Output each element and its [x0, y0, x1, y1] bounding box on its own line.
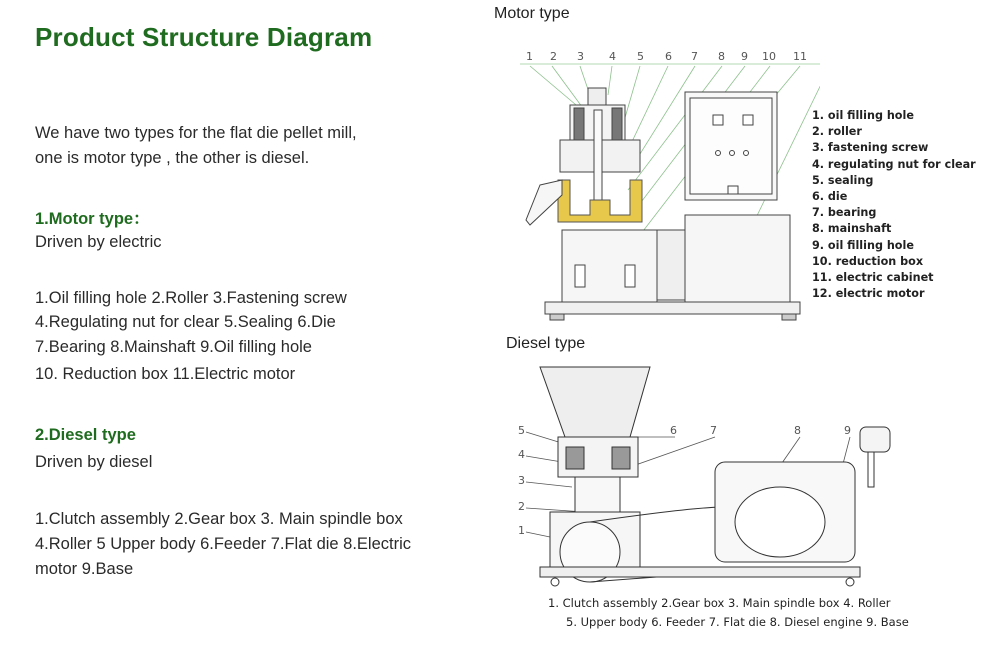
intro-line-1: We have two types for the flat die pellet mill, — [35, 124, 357, 142]
diesel-top-number: 8 — [794, 424, 801, 437]
diesel-top-number: 7 — [710, 424, 717, 437]
motor-diagram-caption: Motor type — [494, 5, 570, 22]
diesel-side-number: 4 — [518, 448, 525, 461]
diesel-legend-line-2: 5. Upper body 6. Feeder 7. Flat die 8. Diesel engine 9. Base — [566, 615, 909, 629]
motor-top-number: 5 — [637, 50, 644, 63]
motor-parts-line: 10. Reduction box 11.Electric motor — [35, 365, 296, 383]
diesel-side-number: 5 — [518, 424, 525, 437]
motor-top-number: 8 — [718, 50, 725, 63]
diesel-type-subtitle: Driven by diesel — [35, 453, 153, 471]
motor-type-heading: 1.Motor type： — [35, 210, 150, 228]
diesel-parts-line: 4.Roller 5 Upper body 6.Feeder 7.Flat die 8.Electric — [35, 535, 412, 553]
motor-top-number: 1 — [526, 50, 533, 63]
motor-top-number: 4 — [609, 50, 616, 63]
motor-legend-item: 5. sealing — [812, 173, 874, 187]
diesel-parts-line: motor 9.Base — [35, 560, 134, 578]
motor-legend-item: 3. fastening screw — [812, 141, 929, 155]
diesel-parts-line: 1.Clutch assembly 2.Gear box 3. Main spindle box — [35, 510, 403, 528]
intro-line-2: one is motor type , the other is diesel. — [35, 149, 310, 167]
motor-legend-item: 2. roller — [812, 125, 862, 139]
diesel-side-number: 3 — [518, 474, 525, 487]
diesel-side-number: 2 — [518, 500, 525, 513]
diesel-side-number: 1 — [518, 524, 525, 537]
motor-parts-line: 4.Regulating nut for clear 5.Sealing 6.Die — [35, 313, 336, 331]
diesel-type-drawing — [510, 362, 910, 592]
description-panel — [0, 0, 490, 667]
motor-parts-line: 1.Oil filling hole 2.Roller 3.Fastening screw — [35, 289, 347, 307]
motor-top-number: 7 — [691, 50, 698, 63]
motor-legend — [812, 108, 976, 302]
motor-type-drawing — [500, 40, 820, 330]
diesel-diagram-caption: Diesel type — [506, 335, 586, 352]
motor-legend-item: 9. oil filling hole — [812, 238, 914, 252]
motor-legend-item: 8. mainshaft — [812, 222, 892, 236]
page-title: Product Structure Diagram — [35, 22, 373, 52]
motor-top-number: 11 — [793, 50, 807, 63]
motor-legend-item: 1. oil filling hole — [812, 109, 914, 122]
motor-legend-item: 7. bearing — [812, 206, 877, 220]
motor-legend-item: 6. die — [812, 190, 848, 204]
diesel-legend-line-1: 1. Clutch assembly 2.Gear box 3. Main spindle box 4. Roller — [548, 596, 891, 610]
motor-top-number: 6 — [665, 50, 672, 63]
diesel-type-heading: 2.Diesel type — [35, 426, 136, 444]
motor-legend-item: 4. regulating nut for clear — [812, 157, 976, 171]
motor-parts-line: 7.Bearing 8.Mainshaft 9.Oil filling hole — [35, 338, 312, 356]
diesel-top-number: 6 — [670, 424, 677, 437]
motor-legend-item: 11. electric cabinet — [812, 271, 934, 285]
motor-top-number: 9 — [741, 50, 748, 63]
diesel-top-number: 9 — [844, 424, 851, 437]
motor-top-number: 2 — [550, 50, 557, 63]
motor-top-number: 10 — [762, 50, 776, 63]
motor-legend-item: 10. reduction box — [812, 254, 924, 268]
motor-type-subtitle: Driven by electric — [35, 233, 162, 251]
motor-legend-item: 12. electric motor — [812, 287, 925, 301]
motor-top-number: 3 — [577, 50, 584, 63]
